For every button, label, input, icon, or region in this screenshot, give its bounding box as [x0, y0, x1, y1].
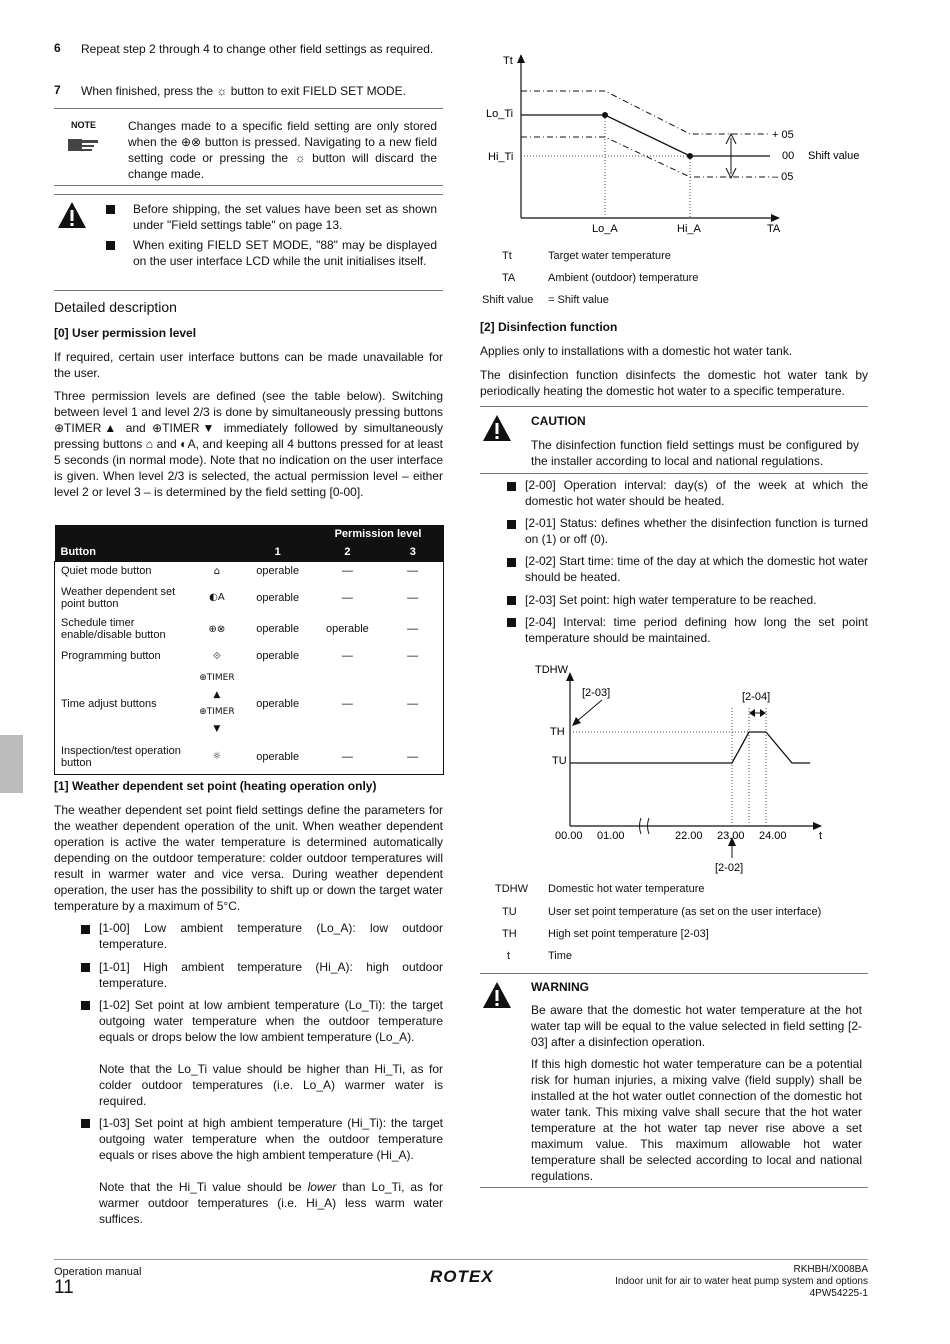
graph2-label-203: [2-03] [582, 687, 611, 699]
sec2-item-3: [2-02] Start time: time of the day at which the domestic hot water should be heated. [525, 554, 868, 584]
warning-triangle-icon [57, 201, 87, 229]
sec1-item-4-note: Note that the Hi_Ti value should be lower than Lo_Ti, as for warmer outdoor temperatures (i.e. Hi_A) less warm water suffices. [99, 1180, 443, 1226]
sec1-item-3-note: Note that the Lo_Ti value should be higher than Hi_Ti, as for colder outdoor temperatures (i.e. Lo_A) warmer water is required. [99, 1062, 443, 1108]
row-time-adjust-l3: — [407, 698, 419, 710]
graph2-tu: TU [552, 755, 567, 767]
graph2-tick-0: 00.00 [555, 830, 583, 842]
row-time-adjust-l2: — [341, 698, 353, 710]
graph2-label-202: [2-02] [715, 862, 744, 874]
sec1-item-4: [1-03] Set point at high ambient temperature (Hi_Ti): the target outgoing water temperature when the outdoor temperature equals or rises above the high ambient temperature (Hi_A). [99, 1116, 443, 1162]
legend2-sym-2: TU [502, 906, 517, 918]
permission-table [54, 525, 444, 775]
graph2-tick-3: 23.00 [717, 830, 745, 842]
row-schedule-l2: operable [325, 623, 369, 635]
level-3-header: 3 [382, 543, 443, 561]
warning-item-1: Before shipping, the set values have been set as shown under "Field settings table" on page 13. [133, 202, 437, 232]
warning2-p1: Be aware that the domestic hot water temperature at the hot water tap will be equal to the value selected in field setting [2-03] after a disinfection operation. [531, 1003, 862, 1049]
detailed-title: Detailed description [54, 299, 177, 315]
graph1-plus: + 05 [772, 129, 794, 141]
sec0-title: [0] User permission level [54, 326, 197, 340]
sec2-item-4: [2-03] Set point: high water temperature to be reached. [525, 593, 817, 607]
graph1-x-axis: TA [767, 223, 781, 235]
sec2-p1: Applies only to installations with a domestic hot water tank. [480, 344, 793, 358]
graph2-t-axis: t [819, 830, 823, 842]
graph1-hi-a: Hi_A [677, 223, 701, 235]
row-programming-l2: — [341, 650, 353, 662]
sec2-item-2: [2-01] Status: defines whether the disinfection function is turned on (1) or off (0). [525, 516, 868, 546]
sec2-p2: The disinfection function disinfects the domestic hot water tank by periodically heating the domestic hot water to a specific temperature. [480, 368, 868, 398]
legend2-sym-4: t [507, 950, 511, 962]
note-hand-icon [66, 134, 102, 156]
legend1-sym-3: Shift value [482, 294, 534, 306]
graph1-lo-a: Lo_A [592, 223, 618, 235]
row-schedule-l3: — [407, 623, 419, 635]
footer-left-title: Operation manual [54, 1266, 142, 1278]
weather-dependent-graph [480, 50, 870, 245]
warning2-title: WARNING [531, 980, 589, 994]
button-header: Button [55, 543, 191, 561]
sec2-item-1: [2-00] Operation interval: day(s) of the week at which the domestic hot water should be heated. [525, 478, 868, 508]
row-schedule-name: Schedule timer enable/disable button [61, 617, 166, 641]
row-inspection-l3: — [407, 750, 419, 763]
side-tab-marker [0, 735, 23, 793]
graph1-shift: Shift value [808, 150, 860, 162]
sec1-item-3: [1-02] Set point at low ambient temperature (Lo_Ti): the target outgoing water temperature when the outdoor temperature equals or drops below the low ambient temperature (Lo_A). [99, 998, 443, 1044]
graph2-tick-1: 01.00 [597, 830, 625, 842]
legend1-text-3: = Shift value [548, 294, 609, 306]
programming-icon: ⟐ [212, 650, 221, 662]
step-6-number: 6 [54, 41, 61, 55]
legend1-text-2: Ambient (outdoor) temperature [548, 272, 699, 284]
sec1-intro: The weather dependent set point field settings define the parameters for the weather dependent operation of the unit. When weather dependent operation is active the water temperature is determined automatically depending on the outdoor temperature: colder outdoor temperatures will result in warmer water and vice versa. During weather dependent operation, the user has the possibility to shift up or down the target water temperature by a maximum of 5°C. [54, 803, 443, 913]
step-7-number: 7 [54, 83, 61, 97]
row-inspection-name: Inspection/test operation button [61, 744, 181, 769]
weather-dependent-icon: ◐A [209, 592, 225, 603]
row-inspection-l1: operable [256, 750, 300, 763]
footer-desc: Indoor unit for air to water heat pump system and options [615, 1276, 868, 1287]
row-quiet-name: Quiet mode button [61, 565, 152, 578]
row-programming-name: Programming button [61, 650, 161, 662]
graph1-y-axis: Tt [503, 55, 513, 67]
sec2-title: [2] Disinfection function [480, 320, 618, 334]
legend1-sym-1: Tt [502, 250, 512, 262]
legend2-text-3: High set point temperature [2-03] [548, 928, 709, 940]
caution-triangle-icon [482, 414, 512, 442]
footer-code: 4PW54225-1 [809, 1288, 868, 1299]
graph2-label-204: [2-04] [742, 691, 771, 703]
graph1-lo-ti: Lo_Ti [486, 108, 514, 120]
legend1-text-1: Target water temperature [548, 250, 671, 262]
caution-title: CAUTION [531, 414, 586, 428]
sec0-p1: If required, certain user interface buttons can be made unavailable for the user. [54, 350, 443, 380]
row-weather-name: Weather dependent set point button [61, 585, 176, 610]
legend2-sym-3: TH [502, 928, 517, 940]
level-1-header: 1 [243, 543, 313, 561]
sec0-p2: Three permission levels are defined (see the table below). Switching between level 1 and level 2/3 is done by simultaneously pressing buttons ⊕TIMER▲ and ⊕TIMER▼ immediately followed by simultaneously pressing buttons ⌂ and ◐A, and keeping all 4 buttons pressed for at least 5 seconds (in normal mode). Note that no indication on the user interface is given. When level 2/3 is selected, the actual permission level – either level 2 or level 3 – is determined by the field setting [0-00]. [54, 389, 443, 499]
row-weather-l1: operable [256, 591, 300, 604]
permission-header: Permission level [313, 525, 444, 543]
graph1-zero: 00 [782, 150, 795, 162]
rotex-logo: ROTEX [430, 1267, 494, 1286]
row-weather-l3: — [407, 591, 419, 604]
time-adjust-icon: ⊕TIMER ▲ ⊕TIMER ▼ [199, 673, 235, 734]
row-programming-l1: operable [256, 650, 300, 662]
quiet-mode-icon: ⌂ [213, 565, 221, 577]
note-label: NOTE [71, 120, 97, 130]
row-schedule-l1: operable [256, 623, 300, 635]
step-7-text: When finished, press the ☼ button to exit FIELD SET MODE. [81, 84, 406, 98]
legend2-sym-1: TDHW [495, 883, 528, 895]
caution-text: The disinfection function field settings must be configured by the installer according to local and national regulations. [531, 438, 859, 468]
graph2-tick-2: 22.00 [675, 830, 703, 842]
graph2-tick-4: 24.00 [759, 830, 787, 842]
disinfection-graph [530, 658, 840, 878]
graph2-th: TH [550, 726, 565, 738]
legend2-text-2: User set point temperature (as set on the user interface) [548, 906, 822, 918]
warning-item-2: When exiting FIELD SET MODE, "88" may be displayed on the user interface LCD while the unit initialises itself. [133, 238, 437, 268]
sec1-item-1: [1-00] Low ambient temperature (Lo_A): low outdoor temperature. [99, 921, 443, 951]
graph1-hi-ti: Hi_Ti [488, 151, 514, 163]
legend1-sym-2: TA [502, 272, 516, 284]
sec2-item-5: [2-04] Interval: time period defining how long the set point temperature should be maintained. [525, 615, 868, 645]
footer-page-number: 11 [54, 1277, 74, 1298]
legend2-text-1: Domestic hot water temperature [548, 883, 705, 895]
level-2-header: 2 [313, 543, 383, 561]
row-quiet-l1: operable [256, 565, 300, 578]
schedule-timer-icon: ⊕⊗ [208, 623, 226, 635]
warning-triangle-icon-2 [482, 981, 512, 1009]
footer-model: RKHBH/X008BA [793, 1264, 868, 1275]
legend2-text-4: Time [548, 950, 573, 962]
row-time-adjust-l1: operable [256, 698, 300, 710]
graph2-y-axis: TDHW [535, 664, 568, 676]
row-quiet-l2: — [341, 565, 353, 578]
row-quiet-l3: — [407, 565, 419, 578]
step-6-text: Repeat step 2 through 4 to change other field settings as required. [81, 42, 434, 56]
row-time-adjust-name: Time adjust buttons [61, 698, 157, 710]
sec1-title: [1] Weather dependent set point (heating operation only) [54, 779, 377, 793]
graph1-minus: – 05 [772, 171, 794, 183]
note-text: Changes made to a specific field setting are only stored when the ⊕⊗ button is pressed. Navigating to a new field setting code or pressing the ☼ button will discard the change made. [128, 119, 437, 181]
row-inspection-l2: — [341, 750, 353, 763]
inspection-test-icon: ☼ [212, 751, 222, 763]
row-weather-l2: — [341, 591, 353, 604]
warning2-p2: If this high domestic hot water temperature can be a potential risk for human injuries, a mixing valve (field supply) shall be installed at the hot water outlet connection of the domestic hot water tank. This mixing valve shall secure that the hot water temperature at the hot water tap never rise above a set maximum value. This maximum allowable hot water temperature shall be selected according to local and national regulations. [531, 1057, 862, 1183]
sec1-item-2: [1-01] High ambient temperature (Hi_A): high outdoor temperature. [99, 960, 443, 990]
row-programming-l3: — [407, 650, 419, 662]
